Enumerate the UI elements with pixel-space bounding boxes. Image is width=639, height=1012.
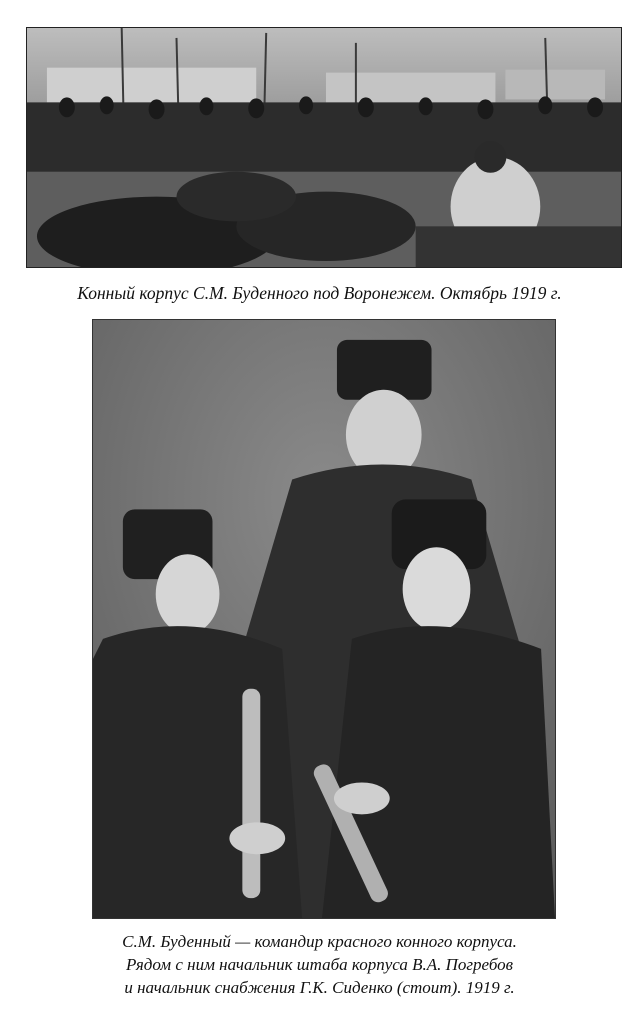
cavalry-corps-photo xyxy=(26,27,622,268)
cavalry-photo-caption: Конный корпус С.М. Буденного под Воронежем. Октябрь 1919 г. xyxy=(77,283,562,303)
caption-line: и начальник снабжения Г.К. Сиденко (стоит). 1919 г. xyxy=(124,978,515,997)
caption-line: С.М. Буденный — командир красного конного корпуса. xyxy=(122,932,517,951)
portrait-photo xyxy=(92,319,556,919)
portrait-photo-caption xyxy=(0,930,639,999)
caption-line: Рядом с ним начальник штаба корпуса В.А. Погребов xyxy=(125,955,514,974)
